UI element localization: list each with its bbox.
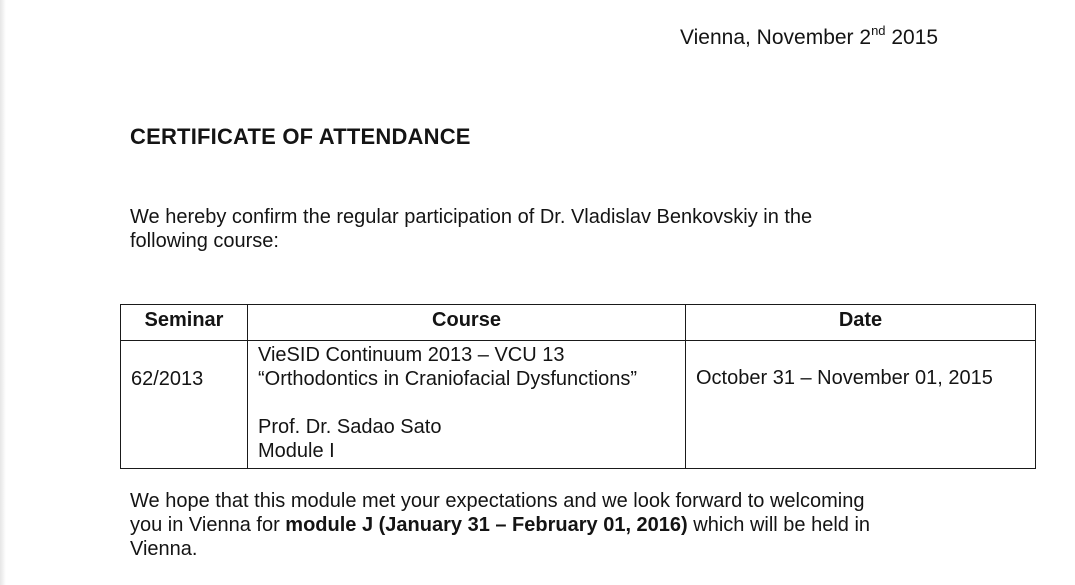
closing-line-2-suffix: which will be held in (687, 514, 871, 536)
certificate-title: CERTIFICATE OF ATTENDANCE (130, 124, 471, 149)
table-row (121, 341, 1036, 469)
header-seminar: Seminar (121, 305, 248, 341)
closing-line-2-prefix: you in Vienna for (130, 514, 286, 536)
place-date-year: 2015 (885, 26, 939, 49)
header-course: Course (248, 305, 686, 341)
closing-line-3: Vienna. (130, 538, 198, 560)
closing-line-1: We hope that this module met your expectations and we look forward to welcoming (130, 490, 865, 512)
page-edge-shadow (0, 0, 6, 585)
course-cell (248, 341, 686, 469)
place-date-prefix: Vienna, November 2 (680, 26, 872, 49)
course-spacer (258, 391, 685, 415)
closing-line-2 (130, 513, 1010, 537)
course-table (120, 304, 1036, 469)
header-date: Date (686, 305, 1036, 341)
course-title: “Orthodontics in Craniofacial Dysfunctions” (258, 368, 638, 390)
date-cell: October 31 – November 01, 2015 (686, 341, 1036, 469)
course-module: Module I (258, 440, 335, 462)
intro-line-1: We hereby confirm the regular participation of Dr. Vladislav Benkovskiy in the (130, 206, 813, 228)
date-ordinal-suffix: nd (871, 23, 886, 38)
next-module-highlight: module J (January 31 – February 01, 2016) (285, 514, 688, 536)
seminar-cell: 62/2013 (121, 341, 248, 469)
course-lecturer: Prof. Dr. Sadao Sato (258, 416, 442, 438)
intro-paragraph (130, 205, 910, 253)
intro-line-2: following course: (130, 230, 279, 252)
place-date (680, 23, 939, 50)
closing-paragraph (130, 489, 1010, 561)
table-header-row (121, 305, 1036, 341)
course-program: VieSID Continuum 2013 – VCU 13 (258, 344, 565, 366)
